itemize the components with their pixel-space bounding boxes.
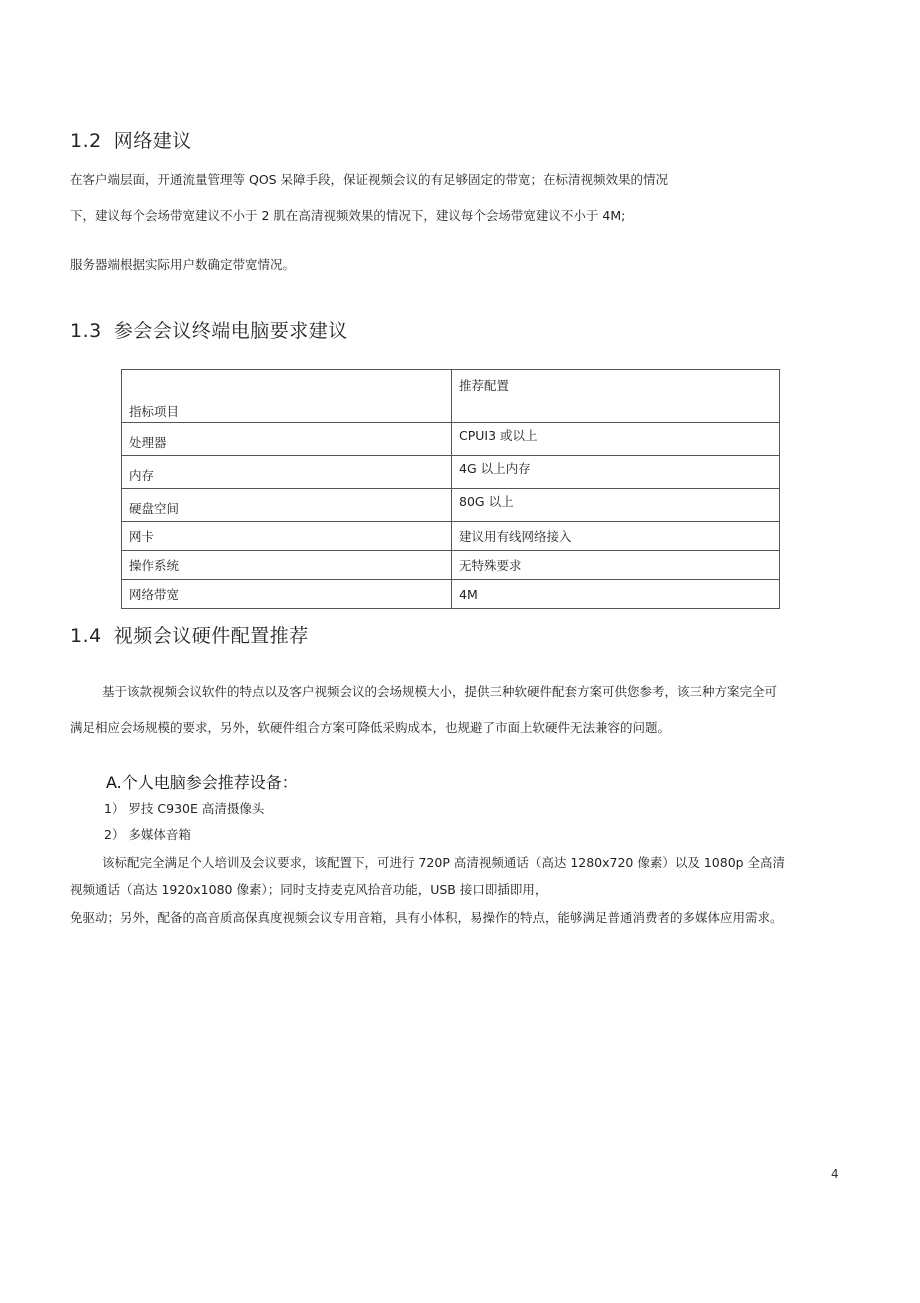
section-title: 视频会议硬件配置推荐 — [113, 625, 309, 647]
table-cell: CPUI3 或以上 — [452, 423, 780, 456]
table-cell: 4M — [452, 580, 780, 609]
section-heading-1-4 — [70, 621, 309, 648]
table-cell: 建议用有线网络接入 — [452, 522, 780, 551]
table-cell: 网络带宽 — [122, 580, 452, 609]
table-cell: 操作系统 — [122, 551, 452, 580]
table-cell: 无特殊要求 — [452, 551, 780, 580]
table-row — [122, 456, 780, 489]
section-title: 参会会议终端电脑要求建议 — [113, 320, 348, 342]
paragraph: 视频通话（高达 1920x1080 像素）；同时支持麦克风拾音功能，USB 接口即插即用， — [70, 882, 548, 897]
page-number: 4 — [831, 1167, 839, 1181]
list-item: 2） 多媒体音箱 — [104, 827, 191, 842]
table-header-cell: 推荐配置 — [452, 370, 780, 423]
table-row — [122, 580, 780, 609]
table-cell: 处理器 — [122, 423, 452, 456]
table-row — [122, 423, 780, 456]
paragraph: 在客户端层面，开通流量管理等 QOS 呆障手段，保证视频会议的有足够固定的带宽；在标清视频效果的情况 — [70, 172, 669, 187]
paragraph: 该标配完全满足个人培训及会议要求，该配置下，可进行 720P 高清视频通话（高达 1280x720 像素）以及 1080p 全高清 — [102, 855, 786, 870]
requirements-table — [121, 369, 780, 609]
paragraph: 下，建议每个会场带宽建议不小于 2 肌在高清视频效果的情况下，建议每个会场带宽建议不小于 4M; — [70, 208, 626, 223]
table-header-cell: 指标项目 — [122, 370, 452, 423]
table-cell: 网卡 — [122, 522, 452, 551]
section-number: 1.3 — [70, 320, 102, 342]
table-cell: 硬盘空间 — [122, 489, 452, 522]
section-title: 网络建议 — [113, 130, 192, 152]
list-item: 1） 罗技 C930E 高清摄像头 — [104, 801, 265, 816]
table-row — [122, 522, 780, 551]
table-cell: 内存 — [122, 456, 452, 489]
section-number: 1.4 — [70, 625, 102, 647]
table-cell: 4G 以上内存 — [452, 456, 780, 489]
section-number: 1.2 — [70, 130, 102, 152]
table-header-row — [122, 370, 780, 423]
table-row — [122, 489, 780, 522]
subheading: A.个人电脑参会推荐设备： — [106, 773, 298, 792]
section-heading-1-3 — [70, 316, 348, 343]
paragraph: 服务器端根据实际用户数确定带宽情况。 — [70, 257, 296, 272]
table-cell: 80G 以上 — [452, 489, 780, 522]
paragraph: 满足相应会场规模的要求，另外，软硬件组合方案可降低采购成本，也规避了市面上软硬件无法兼容的问题。 — [70, 720, 671, 735]
table-row — [122, 551, 780, 580]
paragraph: 基于该款视频会议软件的特点以及客户视频会议的会场规模大小，提供三种软硬件配套方案可供您参考，该三种方案完全可 — [102, 684, 778, 699]
section-heading-1-2 — [70, 126, 192, 153]
paragraph: 免驱动；另外，配备的高音质高保真度视频会议专用音箱，具有小体积，易操作的特点，能够满足普通消费者的多媒体应用需求。 — [70, 910, 783, 925]
